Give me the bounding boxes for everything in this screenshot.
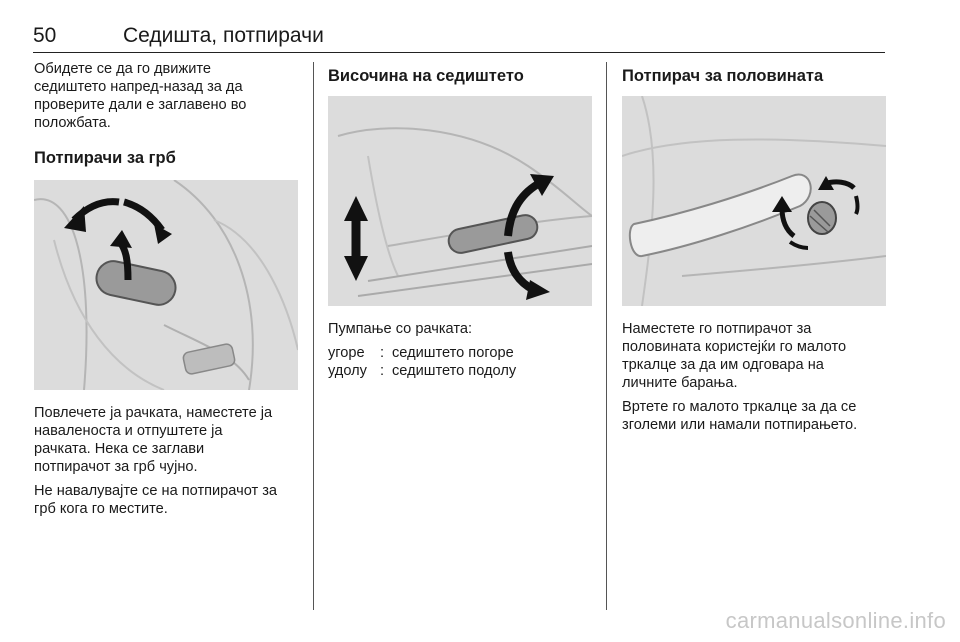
column-seat-height: [328, 66, 592, 86]
page-title: Седишта, потпирачи: [123, 24, 324, 47]
pump-lead-text: Пумпање со рачката:: [328, 321, 473, 337]
intro-paragraph: Обидете се да го движите седиштето напред-назад за да проверите дали е заглавено во положбата.: [34, 61, 247, 131]
list-item: удолу : седиштето подолу: [328, 363, 517, 379]
seat-height-figure-svg: [328, 96, 592, 306]
column-divider-2: [606, 62, 607, 610]
backrest-paragraph-2: Не навалувајте се на потпирачот за грб кога го местите.: [34, 483, 278, 517]
lumbar-illustration: [622, 96, 886, 306]
seat-height-illustration: [328, 96, 592, 306]
section-heading-backrest: Потпирачи за грб: [34, 149, 176, 167]
column-seat-height-text: [328, 320, 592, 380]
section-heading-lumbar: Потпирач за половината: [622, 67, 824, 85]
backrest-illustration: [34, 180, 298, 390]
column-backrest: [34, 60, 300, 168]
section-heading-seat-height: Височина на седиштето: [328, 67, 524, 85]
column-backrest-text: [34, 404, 300, 518]
column-divider-1: [313, 62, 314, 610]
lumbar-paragraph-1: Наместете го потпирачот за половината користејќи го малото тркалце за да им одговара на личните барања.: [622, 321, 847, 391]
lumbar-paragraph-2: Вртете го малото тркалце за да се зголеми или намали потпирањето.: [622, 399, 858, 433]
lumbar-figure-svg: [622, 96, 886, 306]
column-lumbar: [622, 66, 888, 86]
site-watermark: carmanualsonline.info: [725, 608, 946, 633]
header-divider: [33, 52, 885, 53]
page-header: [33, 24, 885, 52]
list-item: угоре : седиштето погоре: [328, 345, 514, 361]
backrest-figure-svg: [34, 180, 298, 390]
column-lumbar-text: [622, 320, 888, 434]
page-number: 50: [33, 24, 57, 47]
backrest-paragraph-1: Повлечете ја рачката, наместете ја наваленоста и отпуштете ја рачката. Нека се заглави потпирачот за грб чујно.: [34, 405, 273, 475]
pump-direction-list: [328, 344, 592, 380]
